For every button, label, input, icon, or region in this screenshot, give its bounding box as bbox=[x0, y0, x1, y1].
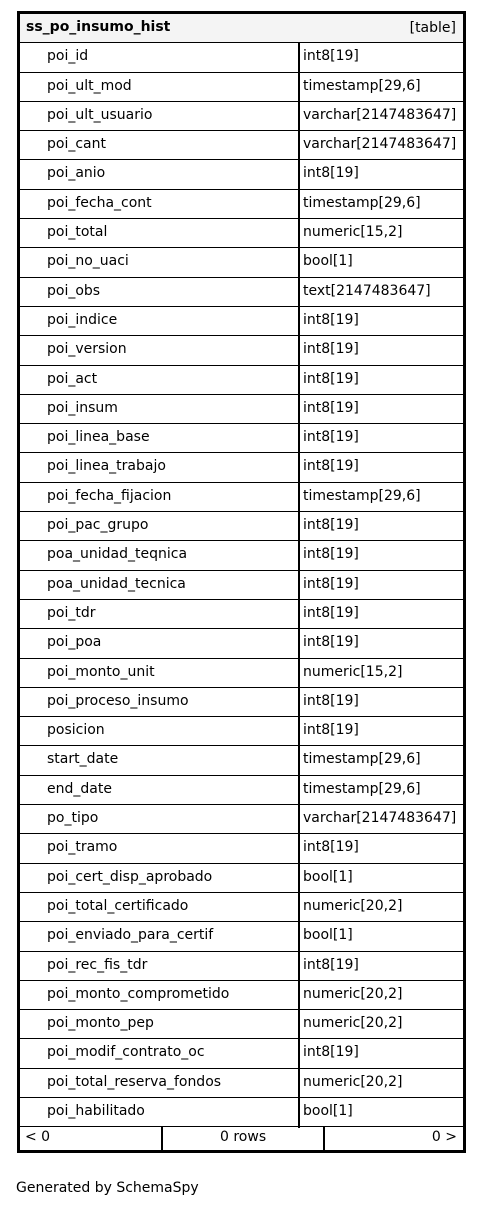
table-footer bbox=[20, 1127, 463, 1150]
column-type: int8[19] bbox=[303, 399, 359, 416]
column-divider bbox=[298, 43, 300, 1128]
column-name: poi_no_uaci bbox=[47, 253, 129, 270]
table-header bbox=[20, 14, 463, 43]
column-row bbox=[20, 746, 463, 775]
column-name: poi_indice bbox=[47, 311, 118, 328]
column-row bbox=[20, 717, 463, 746]
column-name: poi_total_certificado bbox=[47, 897, 189, 914]
column-row bbox=[20, 131, 463, 160]
column-name: poi_linea_trabajo bbox=[47, 458, 166, 475]
column-row bbox=[20, 160, 463, 189]
column-name: poi_enviado_para_certif bbox=[47, 927, 214, 944]
column-row bbox=[20, 190, 463, 219]
column-row bbox=[20, 1098, 463, 1127]
column-type: numeric[20,2] bbox=[303, 1015, 403, 1032]
column-name: poi_fecha_fijacion bbox=[47, 487, 172, 504]
column-row bbox=[20, 453, 463, 482]
column-name: poi_monto_comprometido bbox=[47, 985, 230, 1002]
column-name: poi_linea_base bbox=[47, 429, 150, 446]
column-row bbox=[20, 1010, 463, 1039]
column-row bbox=[20, 981, 463, 1010]
table-entity-box bbox=[17, 11, 466, 1153]
column-row bbox=[20, 688, 463, 717]
column-name: start_date bbox=[47, 751, 119, 768]
column-row bbox=[20, 483, 463, 512]
column-row bbox=[20, 278, 463, 307]
column-name: poi_insum bbox=[47, 399, 118, 416]
column-type: numeric[20,2] bbox=[303, 1073, 403, 1090]
column-row bbox=[20, 512, 463, 541]
column-type: int8[19] bbox=[303, 370, 359, 387]
footer-prev-count: < 0 bbox=[25, 1129, 51, 1145]
table-kind-label: [table] bbox=[409, 20, 456, 36]
column-name: poi_poa bbox=[47, 634, 102, 651]
column-name: poi_pac_grupo bbox=[47, 517, 149, 534]
column-type: timestamp[29,6] bbox=[303, 751, 421, 768]
column-row bbox=[20, 629, 463, 658]
column-row bbox=[20, 424, 463, 453]
footer-divider bbox=[323, 1127, 325, 1150]
column-type: int8[19] bbox=[303, 311, 359, 328]
column-type: int8[19] bbox=[303, 517, 359, 534]
column-row bbox=[20, 776, 463, 805]
column-row bbox=[20, 541, 463, 570]
column-name: poi_ult_mod bbox=[47, 77, 132, 94]
column-row bbox=[20, 102, 463, 131]
footer-divider bbox=[161, 1127, 163, 1150]
column-name: poa_unidad_tecnica bbox=[47, 575, 186, 592]
column-row bbox=[20, 248, 463, 277]
column-name: poi_rec_fis_tdr bbox=[47, 956, 148, 973]
footer-row-count: 0 rows bbox=[220, 1129, 267, 1145]
column-type: bool[1] bbox=[303, 927, 353, 944]
column-name: poi_modif_contrato_oc bbox=[47, 1044, 205, 1061]
column-name: poi_fecha_cont bbox=[47, 194, 152, 211]
column-row bbox=[20, 395, 463, 424]
column-row bbox=[20, 600, 463, 629]
column-type: int8[19] bbox=[303, 634, 359, 651]
column-row bbox=[20, 834, 463, 863]
column-name: poi_monto_pep bbox=[47, 1015, 154, 1032]
column-type: numeric[20,2] bbox=[303, 985, 403, 1002]
column-type: int8[19] bbox=[303, 458, 359, 475]
column-name: poi_tdr bbox=[47, 604, 96, 621]
column-type: int8[19] bbox=[303, 604, 359, 621]
column-type: int8[19] bbox=[303, 956, 359, 973]
column-row bbox=[20, 659, 463, 688]
column-type: int8[19] bbox=[303, 692, 359, 709]
column-type: timestamp[29,6] bbox=[303, 780, 421, 797]
column-name: poa_unidad_teqnica bbox=[47, 546, 188, 563]
column-name: poi_anio bbox=[47, 165, 106, 182]
column-name: po_tipo bbox=[47, 810, 99, 827]
column-row bbox=[20, 73, 463, 102]
column-type: int8[19] bbox=[303, 1044, 359, 1061]
column-name: poi_ult_usuario bbox=[47, 106, 153, 123]
column-type: int8[19] bbox=[303, 722, 359, 739]
column-type: int8[19] bbox=[303, 546, 359, 563]
column-type: numeric[20,2] bbox=[303, 897, 403, 914]
column-name: posicion bbox=[47, 722, 105, 739]
column-row bbox=[20, 893, 463, 922]
column-type: numeric[15,2] bbox=[303, 663, 403, 680]
column-name: poi_act bbox=[47, 370, 98, 387]
column-type: int8[19] bbox=[303, 48, 359, 65]
column-row bbox=[20, 952, 463, 981]
column-row bbox=[20, 922, 463, 951]
column-row bbox=[20, 219, 463, 248]
column-row bbox=[20, 43, 463, 72]
column-name: poi_id bbox=[47, 48, 89, 65]
column-name: poi_habilitado bbox=[47, 1102, 145, 1119]
generated-by-text: Generated by SchemaSpy bbox=[16, 1180, 199, 1196]
table-name: ss_po_insumo_hist bbox=[26, 19, 171, 35]
column-type: int8[19] bbox=[303, 165, 359, 182]
column-type: varchar[2147483647] bbox=[303, 106, 457, 123]
column-type: bool[1] bbox=[303, 868, 353, 885]
column-row bbox=[20, 805, 463, 834]
column-name: poi_monto_unit bbox=[47, 663, 155, 680]
column-type: varchar[2147483647] bbox=[303, 810, 457, 827]
column-name: poi_tramo bbox=[47, 839, 118, 856]
column-row bbox=[20, 1069, 463, 1098]
column-list bbox=[20, 43, 463, 1127]
column-row bbox=[20, 571, 463, 600]
column-row bbox=[20, 336, 463, 365]
column-row bbox=[20, 307, 463, 336]
column-row bbox=[20, 864, 463, 893]
column-row bbox=[20, 366, 463, 395]
column-name: poi_cant bbox=[47, 136, 106, 153]
column-type: int8[19] bbox=[303, 341, 359, 358]
column-type: int8[19] bbox=[303, 839, 359, 856]
column-type: int8[19] bbox=[303, 575, 359, 592]
column-name: poi_proceso_insumo bbox=[47, 692, 189, 709]
column-type: text[2147483647] bbox=[303, 282, 431, 299]
column-type: varchar[2147483647] bbox=[303, 136, 457, 153]
column-row bbox=[20, 1039, 463, 1068]
column-name: poi_version bbox=[47, 341, 127, 358]
column-type: timestamp[29,6] bbox=[303, 487, 421, 504]
column-type: bool[1] bbox=[303, 253, 353, 270]
column-name: poi_obs bbox=[47, 282, 101, 299]
footer-next-count: 0 > bbox=[431, 1129, 457, 1145]
column-type: timestamp[29,6] bbox=[303, 77, 421, 94]
column-name: poi_cert_disp_aprobado bbox=[47, 868, 213, 885]
column-type: int8[19] bbox=[303, 429, 359, 446]
column-name: poi_total_reserva_fondos bbox=[47, 1073, 222, 1090]
column-type: timestamp[29,6] bbox=[303, 194, 421, 211]
column-name: poi_total bbox=[47, 224, 108, 241]
column-name: end_date bbox=[47, 780, 112, 797]
column-type: bool[1] bbox=[303, 1102, 353, 1119]
column-type: numeric[15,2] bbox=[303, 224, 403, 241]
